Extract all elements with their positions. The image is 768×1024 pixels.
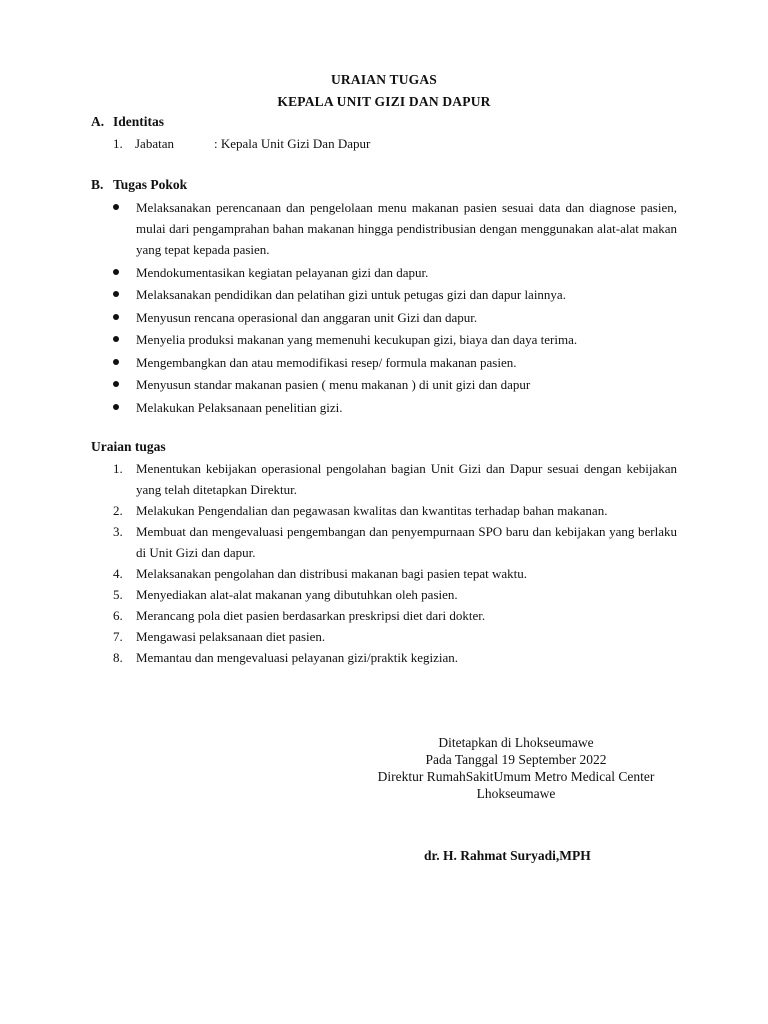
signature-block <box>358 734 674 802</box>
bullet-icon <box>113 381 119 387</box>
bullet-icon <box>113 291 119 297</box>
list-item-text: Merancang pola diet pasien berdasarkan preskripsi diet dari dokter. <box>136 608 486 623</box>
list-item <box>113 197 677 260</box>
list-item <box>113 521 677 563</box>
list-item <box>113 500 677 521</box>
list-item-number: 4. <box>113 566 123 581</box>
list-item-text: Membuat dan mengevaluasi pengembangan dan penyempurnaan SPO baru dan kebijakan yang berlaku di Unit Gizi dan dapur. <box>136 524 677 560</box>
list-item-text: Menyelia produksi makanan yang memenuhi kecukupan gizi, biaya dan daya terima. <box>136 332 578 347</box>
bullet-icon <box>113 359 119 365</box>
list-item-text: Menyusun standar makanan pasien ( menu makanan ) di unit gizi dan dapur <box>136 377 531 392</box>
list-item-text: Melakukan Pengendalian dan pegawasan kwalitas dan kwantitas terhadap bahan makanan. <box>136 503 608 518</box>
list-item-number: 8. <box>113 650 123 665</box>
list-item <box>113 458 677 500</box>
list-item <box>113 647 677 668</box>
list-item-number: 1. <box>113 461 123 476</box>
signature-city: Lhokseumawe <box>476 786 556 801</box>
identity-row <box>113 136 370 152</box>
signature-place: Ditetapkan di Lhokseumawe <box>438 735 594 750</box>
list-item-text: Menentukan kebijakan operasional pengolahan bagian Unit Gizi dan Dapur sesuai dengan kebijakan yang telah ditetapkan Direktur. <box>136 461 677 497</box>
list-item-number: 2. <box>113 503 123 518</box>
list-item-text: Mendokumentasikan kegiatan pelayanan gizi dan dapur. <box>136 264 429 280</box>
list-item-text: Memantau dan mengevaluasi pelayanan gizi/praktik kegizian. <box>136 650 458 665</box>
list-item-text: Melakukan Pelaksanaan penelitian gizi. <box>136 399 343 415</box>
signature-position: Direktur RumahSakitUmum Metro Medical Center <box>377 769 655 784</box>
list-item <box>113 605 677 626</box>
list-item-text: Mengawasi pelaksanaan diet pasien. <box>136 629 326 644</box>
list-item-text: Melaksanakan pendidikan dan pelatihan gizi untuk petugas gizi dan dapur lainnya. <box>136 287 566 302</box>
identity-number: 1. <box>113 136 123 151</box>
list-item <box>113 352 677 373</box>
list-item-number: 3. <box>113 524 123 539</box>
uraian-heading: Uraian tugas <box>91 439 166 454</box>
list-item <box>113 626 677 647</box>
bullet-icon <box>113 204 119 210</box>
list-item <box>113 262 677 283</box>
identity-label: Jabatan <box>135 136 174 151</box>
section-b-marker: B. <box>91 177 104 192</box>
list-item-text: Menyusun rencana operasional dan anggaran unit Gizi dan dapur. <box>136 309 478 325</box>
bullet-icon <box>113 404 119 410</box>
section-a-marker: A. <box>91 114 105 129</box>
list-item-text: Mengembangkan dan atau memodifikasi resep/ formula makanan pasien. <box>136 354 517 370</box>
list-item <box>113 307 677 328</box>
section-b-heading <box>91 177 187 193</box>
list-item-number: 5. <box>113 587 123 602</box>
signer-name: dr. H. Rahmat Suryadi,MPH <box>424 848 591 863</box>
document-subtitle: KEPALA UNIT GIZI DAN DAPUR <box>277 94 491 109</box>
section-a-heading <box>91 114 164 130</box>
list-item-number: 6. <box>113 608 123 623</box>
list-item <box>113 584 677 605</box>
list-item <box>113 397 677 418</box>
list-item-text: Melaksanakan pengolahan dan distribusi makanan bagi pasien tepat waktu. <box>136 566 527 581</box>
bullet-icon <box>113 269 119 275</box>
section-b-title: Tugas Pokok <box>113 177 188 192</box>
document-title: URAIAN TUGAS <box>330 72 438 87</box>
bullet-icon <box>113 336 119 342</box>
bullet-icon <box>113 314 119 320</box>
signature-date: Pada Tanggal 19 September 2022 <box>425 752 607 767</box>
task-list <box>113 458 677 668</box>
section-a-title: Identitas <box>113 114 165 129</box>
list-item-text: Menyediakan alat-alat makanan yang dibutuhkan oleh pasien. <box>136 587 458 602</box>
list-item-number: 7. <box>113 629 123 644</box>
list-item <box>113 374 677 395</box>
list-item-text: Melaksanakan perencanaan dan pengelolaan menu makanan pasien sesuai data dan diagnose pasien, mulai dari pengamprahan bahan makanan hingga pendistribusian dengan menggunakan alat-alat makan yang tepat kepada pasien. <box>136 200 677 257</box>
list-item <box>113 329 677 350</box>
list-item <box>113 284 677 305</box>
identity-value: : Kepala Unit Gizi Dan Dapur <box>214 136 371 151</box>
list-item <box>113 563 677 584</box>
main-duties-list <box>113 197 677 419</box>
